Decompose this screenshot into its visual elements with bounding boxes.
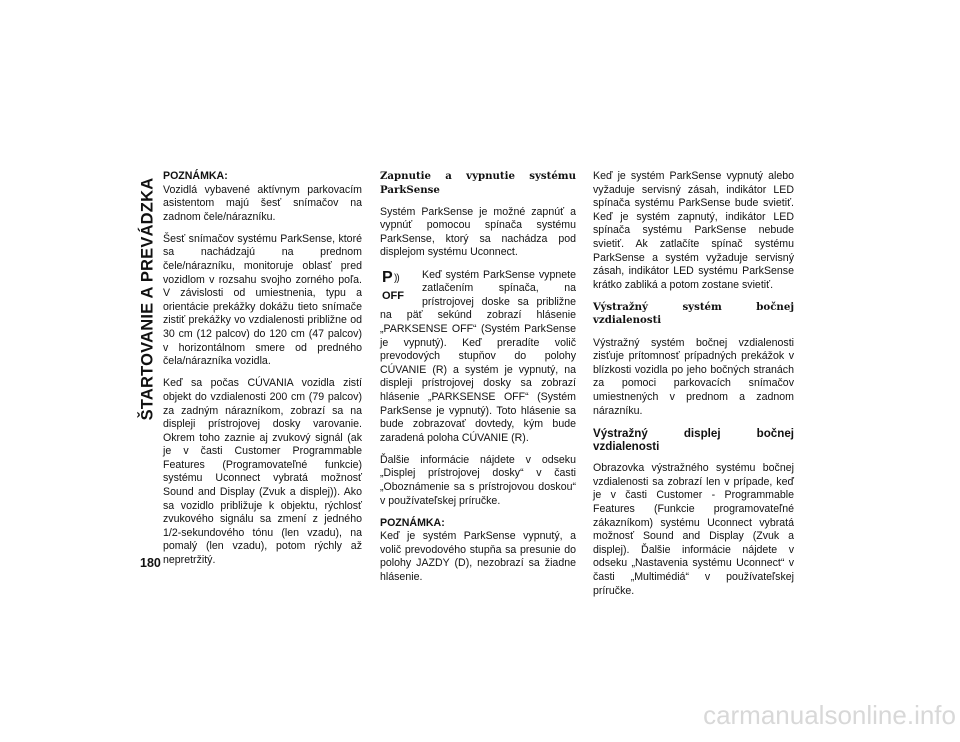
section-side-tab bbox=[138, 168, 158, 430]
column-left bbox=[163, 170, 362, 576]
paragraph-side-distance-display: Obrazovka výstražného systému bočnej vzdialenosti sa zobrazí len v prípade, keď je v časti Customer - Programmable Features (Funkcie programovateľné zákazníkom) systému Uconnect vybratá možnosť Sound and Display (Zvuk a displej). Ďalšie informácie nájdete v odseku „Nastavenia systému Uconnect“ v časti „Multimédiá“ v používateľskej príručke. bbox=[593, 462, 794, 597]
paragraph-front-sensors: Šesť snímačov systému ParkSense, ktoré sa nachádzajú na prednom čele/nárazníku, monitoruje oblasť pred vozidlom v rozsahu svojho zorného poľa. V závislosti od umiestnenia, typu a orientácie prekážky dokážu tieto snímače zistiť prekážky vo vzdialenosti približne od 30 cm (12 palcov) do 120 cm (47 palcov) v horizontálnom smere od predného čela/nárazníka vozidla. bbox=[163, 232, 362, 368]
watermark: carmanualsonline.info bbox=[703, 700, 956, 730]
paragraph-reverse-warning: Keď sa počas CÚVANIA vozidla zistí objekt do vzdialenosti 200 cm (79 palcov) za zadným nárazníkom, zobrazí sa na displeji prístrojovej dosky varovanie. Okrem toho zaznie aj zvukový signál (ak je v časti Customer Programmable Features (Programovateľné funkcie) systému Uconnect vybratá možnosť Sound and Display (Zvuk a displej)). Ako sa vozidlo približuje k objektu, rýchlosť zvukového signálu sa zmení z jedného 1/2-sekundového tónu (len vzadu), na pomalý (len vzadu), potom rýchly až nepretržitý. bbox=[163, 377, 362, 567]
note-text-2: Keď je systém ParkSense vypnutý, a volič prevodového stupňa sa presunie do polohy JAZDY (D), nezobrazí sa žiadne hlásenie. bbox=[380, 530, 576, 584]
column-middle bbox=[380, 170, 576, 593]
paragraph-parksense-switch: Systém ParkSense je možné zapnúť a vypnúť pomocou spínača systému ParkSense, ktorý sa nachádza pod displejom systému Uconnect. bbox=[380, 205, 576, 259]
heading-parksense-onoff: Zapnutie a vypnutie systému ParkSense bbox=[380, 170, 576, 196]
note-title: POZNÁMKA: bbox=[163, 170, 228, 182]
heading-side-distance-system: Výstražný systém bočnej vzdialenosti bbox=[593, 300, 794, 327]
paragraph-parksense-off-message: Keď systém ParkSense vypnete zatlačením spínača, na prístrojovej doske sa približne na päť sekúnd zobrazí hlásenie „PARKSENSE OFF“ (Systém ParkSense je vypnutý). Keď preradíte volič prevodových stupňov do polohy CÚVANIE (R) a systém je vypnutý, na displeji prístrojovej dosky sa zobrazí hlásenie „PARKSENSE OFF“ (Systém ParkSense je vypnutý). Toto hlásenie sa bude zobrazovať dovtedy, kým bude zaradená poloha CÚVANIE (R). bbox=[380, 268, 576, 444]
parksense-icon-off: OFF bbox=[382, 289, 404, 302]
paragraph-more-info: Ďalšie informácie nájdete v odseku „Displej prístrojovej dosky“ v časti „Oboznámenie sa s prístrojovou doskou“ v používateľskej príručke. bbox=[380, 453, 576, 507]
section-side-tab-label: ŠTARTOVANIE A PREVÁDZKA bbox=[138, 177, 157, 421]
parksense-off-icon bbox=[380, 268, 414, 305]
heading-side-distance-display: Výstražný displej bočnej vzdialenosti bbox=[593, 426, 794, 454]
note-title-2: POZNÁMKA: bbox=[380, 516, 445, 529]
paragraph-side-distance-system: Výstražný systém bočnej vzdialenosti zisťuje prítomnosť prípadných prekážok v blízkosti vozidla po jeho bočných stranách za pomoci parkovacích snímačov umiestnených v prednom a zadnom nárazníku. bbox=[593, 336, 794, 417]
parksense-icon-waves: )) bbox=[394, 272, 399, 284]
column-right bbox=[593, 170, 794, 607]
paragraph-led-indicator: Keď je systém ParkSense vypnutý alebo vyžaduje servisný zásah, indikátor LED spínača systému ParkSense bude svietiť. Keď je systém zapnutý, indikátor LED spínača systému ParkSense nebude svietiť. Ak zatlačíte spínač systému ParkSense a systém vyžaduje servisný zásah, indikátor LED systému ParkSense krátko zabliká a potom zostane svietiť. bbox=[593, 170, 794, 291]
page-number: 180 bbox=[140, 556, 161, 570]
parksense-icon-p: P bbox=[382, 268, 393, 286]
note-text: Vozidlá vybavené aktívnym parkovacím asistentom majú šesť snímačov na zadnom čele/nárazníku. bbox=[163, 183, 362, 223]
